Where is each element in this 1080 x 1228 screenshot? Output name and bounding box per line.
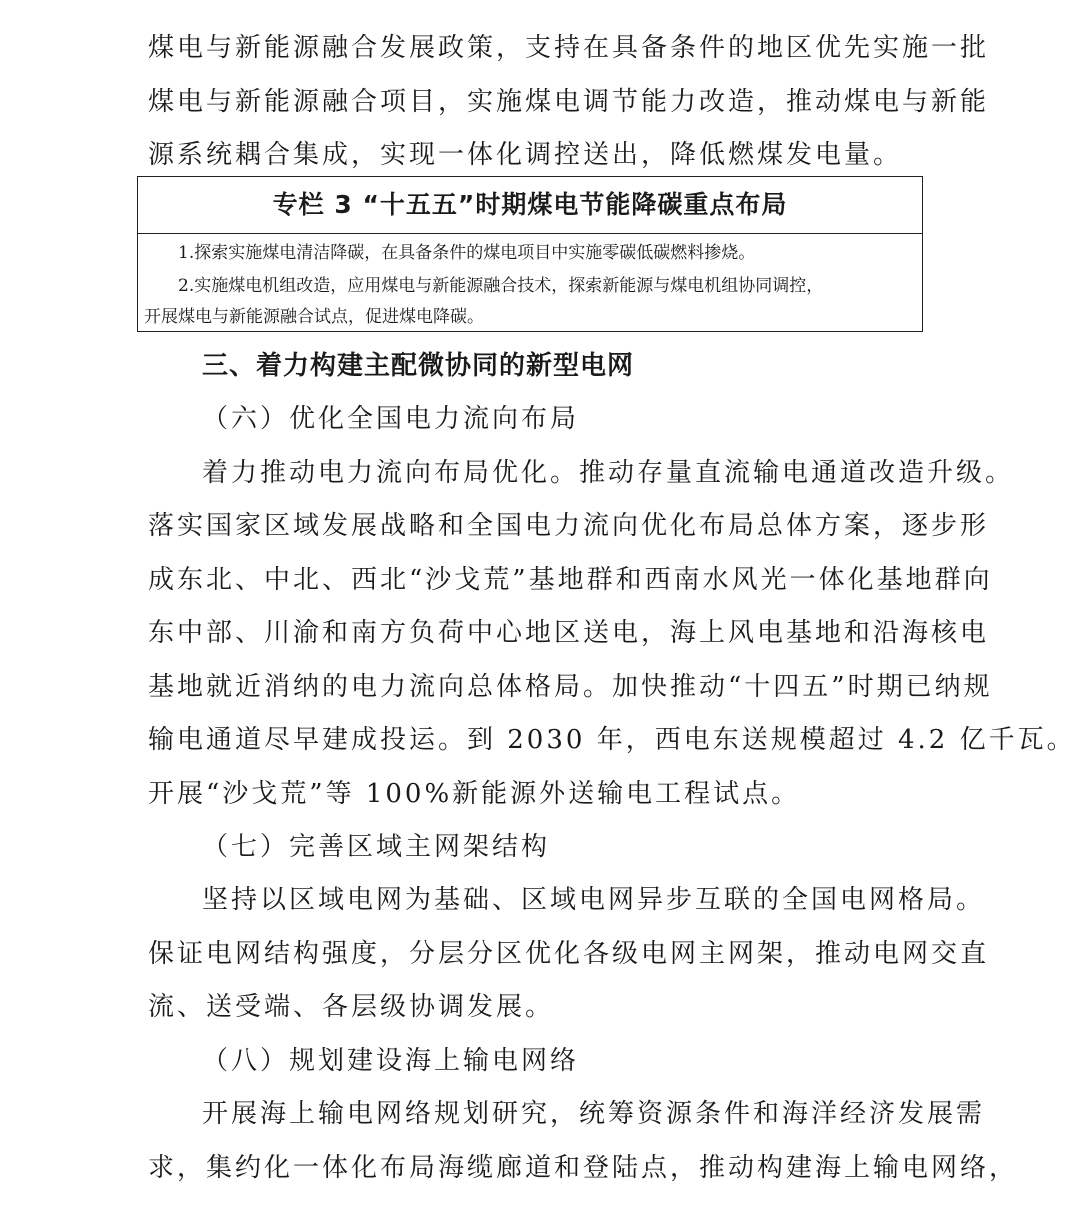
subsection-heading: （七）完善区域主网架结构 <box>202 832 551 862</box>
paragraph-line: 坚持以区域电网为基础、区域电网异步互联的全国电网格局。 <box>202 885 986 915</box>
feature-box-title: 专栏 3 “十五五”时期煤电节能降碳重点布局 <box>272 190 788 219</box>
paragraph-line: 落实国家区域发展战略和全国电力流向优化布局总体方案，逐步形 <box>148 511 990 541</box>
paragraph-line: 求，集约化一体化布局海缆廊道和登陆点，推动构建海上输电网络， <box>148 1153 1019 1183</box>
feature-box-header <box>138 177 922 234</box>
paragraph-line: 基地就近消纳的电力流向总体格局。加快推动“十四五”时期已纳规 <box>148 672 993 702</box>
feature-box <box>137 176 923 332</box>
subsection-heading: （六）优化全国电力流向布局 <box>202 404 580 434</box>
paragraph-line: 着力推动电力流向布局优化。推动存量直流输电通道改造升级。 <box>202 458 1015 488</box>
paragraph-line: 流、送受端、各层级协调发展。 <box>148 992 555 1022</box>
paragraph-line: 源系统耦合集成，实现一体化调控送出，降低燃煤发电量。 <box>148 140 903 170</box>
paragraph-line: 开展海上输电网络规划研究，统筹资源条件和海洋经济发展需 <box>202 1099 986 1129</box>
feature-box-item: 1.探索实施煤电清洁降碳，在具备条件的煤电项目中实施零碳低碳燃料掺烧。 <box>178 243 756 263</box>
subsection-heading: （八）规划建设海上输电网络 <box>202 1046 580 1076</box>
section-heading: 三、着力构建主配微协同的新型电网 <box>202 351 635 381</box>
feature-box-item: 2.实施煤电机组改造，应用煤电与新能源融合技术，探索新能源与煤电机组协同调控， <box>178 276 824 296</box>
paragraph-line: 开展“沙戈荒”等 100%新能源外送输电工程试点。 <box>148 779 801 809</box>
paragraph-line: 东中部、川渝和南方负荷中心地区送电，海上风电基地和沿海核电 <box>148 618 990 648</box>
paragraph-line: 输电通道尽早建成投运。到 2030 年，西电东送规模超过 4.2 亿千瓦。 <box>148 725 1076 755</box>
paragraph-line: 煤电与新能源融合项目，实施煤电调节能力改造，推动煤电与新能 <box>148 87 990 117</box>
feature-box-item-continuation: 开展煤电与新能源融合试点，促进煤电降碳。 <box>144 307 484 327</box>
paragraph-line: 煤电与新能源融合发展政策，支持在具备条件的地区优先实施一批 <box>148 33 990 63</box>
paragraph-line: 保证电网结构强度，分层分区优化各级电网主网架，推动电网交直 <box>148 939 990 969</box>
paragraph-line: 成东北、中北、西北“沙戈荒”基地群和西南水风光一体化基地群向 <box>148 565 993 595</box>
